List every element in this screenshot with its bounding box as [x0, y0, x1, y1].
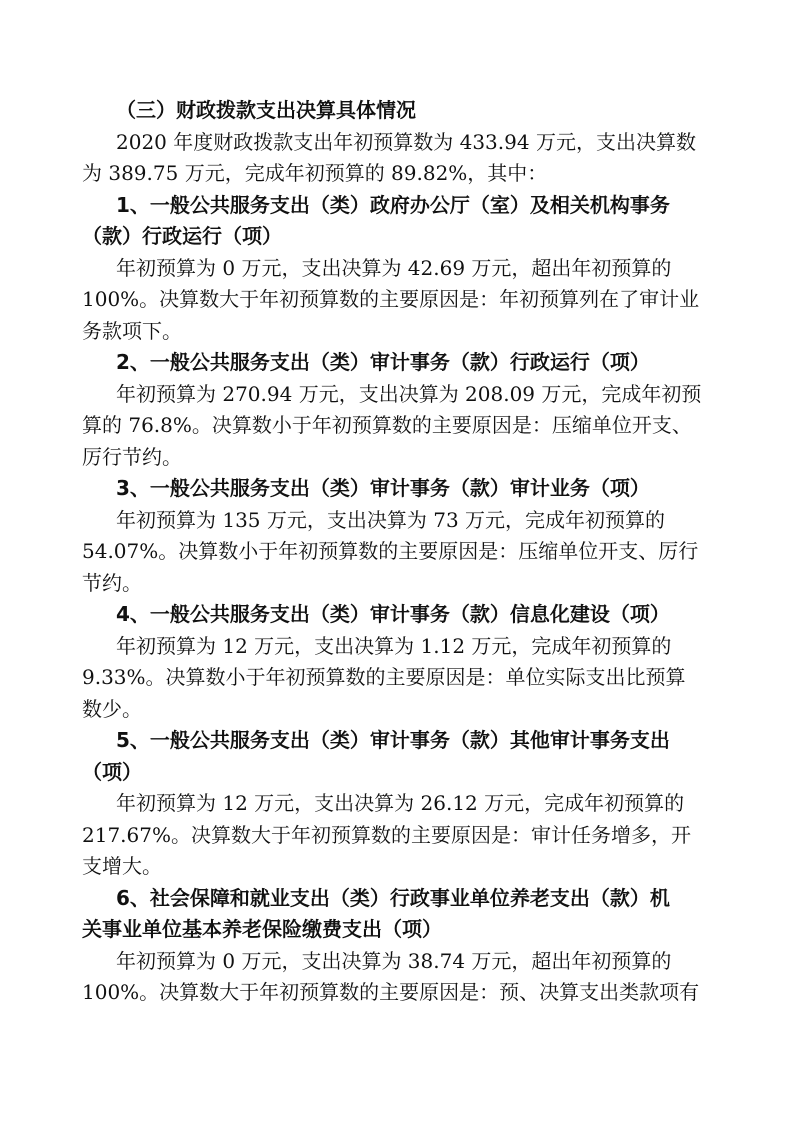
item-3-heading: 3、一般公共服务支出（类）审计事务（款）审计业务（项）	[116, 476, 650, 500]
item-2-body-line-3: 厉行节约。	[82, 444, 182, 469]
intro-line-1: 2020 年度财政拨款支出年初预算数为 433.94 万元，支出决算数	[116, 129, 696, 154]
item-1-heading-line-1: 1、一般公共服务支出（类）政府办公厅（室）及相关机构事务	[116, 192, 670, 217]
item-1-body-line-3: 务款项下。	[82, 318, 182, 343]
item-1-heading-line-2: （款）行政运行（项）	[82, 224, 282, 248]
item-1-body-line-2: 100%。决算数大于年初预算数的主要原因是：年初预算列在了审计业	[82, 287, 700, 311]
item-4-heading: 4、一般公共服务支出（类）审计事务（款）信息化建设（项）	[116, 602, 670, 626]
item-4-body-line-1: 年初预算为 12 万元，支出决算为 1.12 万元，完成年初预算的	[116, 633, 672, 658]
item-4-body-line-3: 数少。	[82, 696, 142, 721]
item-5-heading-line-1: 5、一般公共服务支出（类）审计事务（款）其他审计事务支出	[116, 728, 670, 752]
intro-line-2: 为 389.75 万元，完成年初预算的 89.82%，其中：	[82, 161, 548, 185]
item-5-heading-line-2: （项）	[82, 759, 142, 784]
item-2-body-line-1: 年初预算为 270.94 万元，支出决算为 208.09 万元，完成年初预	[116, 381, 702, 406]
document-page	[82, 95, 730, 1009]
item-3-body-line-2: 54.07%。决算数小于年初预算数的主要原因是：压缩单位开支、厉行	[82, 539, 699, 563]
item-2-heading: 2、一般公共服务支出（类）审计事务（款）行政运行（项）	[116, 350, 650, 374]
item-6-heading-line-2: 关事业单位基本养老保险缴费支出（项）	[82, 917, 442, 941]
item-5-body-line-2: 217.67%。决算数大于年初预算数的主要原因是：审计任务增多，开	[82, 822, 691, 847]
item-2-body-line-2: 算的 76.8%。决算数小于年初预算数的主要原因是：压缩单位开支、	[82, 413, 692, 437]
item-4-body-line-2: 9.33%。决算数小于年初预算数的主要原因是：单位实际支出比预算	[82, 665, 686, 689]
item-5-body-line-3: 支增大。	[82, 854, 162, 878]
item-1-body-line-1: 年初预算为 0 万元，支出决算为 42.69 万元，超出年初预算的	[116, 255, 672, 280]
section-title: （三）财政拨款支出决算具体情况	[116, 98, 416, 122]
item-6-body-line-1: 年初预算为 0 万元，支出决算为 38.74 万元，超出年初预算的	[116, 948, 672, 973]
item-6-body-line-2: 100%。决算数大于年初预算数的主要原因是：预、决算支出类款项有	[82, 980, 700, 1004]
item-3-body-line-1: 年初预算为 135 万元，支出决算为 73 万元，完成年初预算的	[116, 507, 666, 532]
item-3-body-line-3: 节约。	[82, 570, 142, 595]
item-5-body-line-1: 年初预算为 12 万元，支出决算为 26.12 万元，完成年初预算的	[116, 791, 685, 815]
item-6-heading-line-1: 6、社会保障和就业支出（类）行政事业单位养老支出（款）机	[116, 885, 670, 910]
